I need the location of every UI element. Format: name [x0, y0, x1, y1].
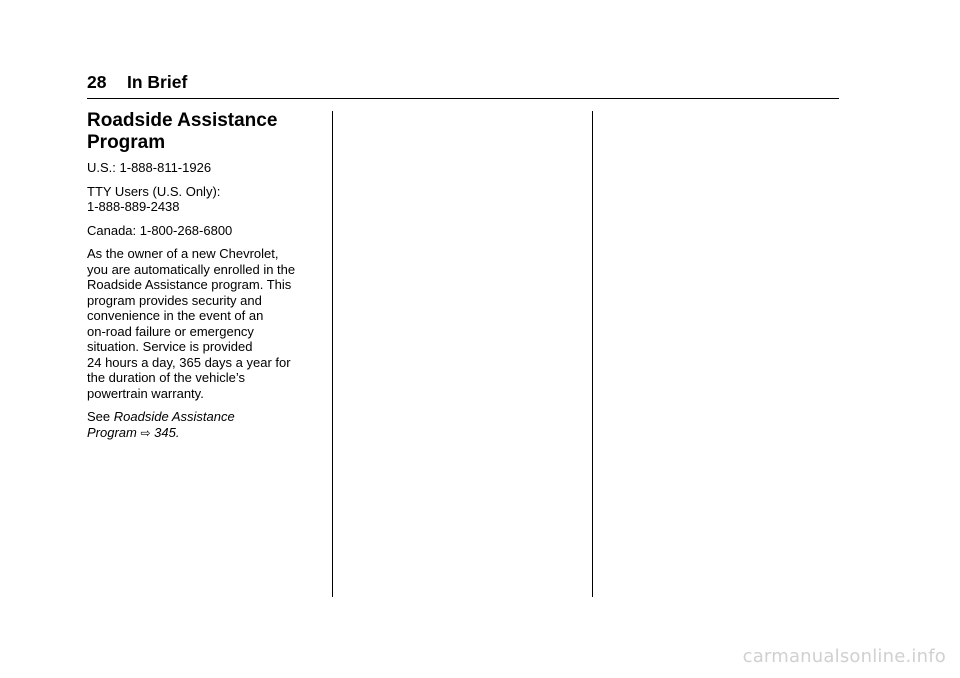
- see-reference-link-part-2[interactable]: Program: [87, 424, 137, 440]
- column-divider-right: [592, 111, 593, 597]
- footer-watermark: carmanualsonline.info: [742, 646, 946, 667]
- body-line-8: 24 hours a day, 365 days a year for: [87, 354, 291, 370]
- see-reference-page[interactable]: 345.: [154, 424, 180, 440]
- body-line-4: program provides security and: [87, 292, 262, 308]
- see-prefix: See: [87, 409, 111, 424]
- us-phone-line: U.S.: 1-888-811-1926: [87, 160, 212, 175]
- canada-phone-paragraph: [87, 223, 323, 239]
- tty-line-1: TTY Users (U.S. Only):: [87, 183, 221, 199]
- column-divider-left: [332, 111, 333, 597]
- see-reference-line-2: [87, 425, 323, 442]
- tty-paragraph: [87, 184, 323, 215]
- body-line-2: you are automatically enrolled in the: [87, 261, 296, 277]
- page-number: 28: [87, 72, 107, 92]
- section-heading-line-1: Roadside Assistance: [87, 110, 278, 131]
- see-reference: [87, 409, 323, 441]
- section-title: In Brief: [127, 72, 188, 92]
- header-rule: [87, 98, 839, 99]
- body-line-10: powertrain warranty.: [87, 385, 204, 401]
- section-heading: [87, 110, 323, 154]
- us-phone-paragraph: [87, 160, 323, 176]
- body-line-1: As the owner of a new Chevrolet,: [87, 246, 279, 261]
- body-line-5: convenience in the event of an: [87, 308, 264, 323]
- page-header: [87, 71, 187, 93]
- body-line-3: Roadside Assistance program. This: [87, 277, 292, 292]
- tty-line-2: 1-888-889-2438: [87, 199, 180, 214]
- body-line-7: situation. Service is provided: [87, 339, 253, 354]
- section-heading-line-2: Program: [87, 132, 166, 153]
- program-description: [87, 246, 323, 401]
- body-line-9: the duration of the vehicle’s: [87, 370, 246, 385]
- left-column: [87, 110, 323, 449]
- canada-phone-line: Canada: 1-800-268-6800: [87, 222, 233, 238]
- see-reference-line-1: [87, 409, 323, 425]
- body-line-6: on-road failure or emergency: [87, 323, 254, 339]
- see-reference-link-part-1[interactable]: Roadside Assistance: [113, 409, 235, 424]
- page-reference-arrow-icon: ⇨: [140, 425, 151, 440]
